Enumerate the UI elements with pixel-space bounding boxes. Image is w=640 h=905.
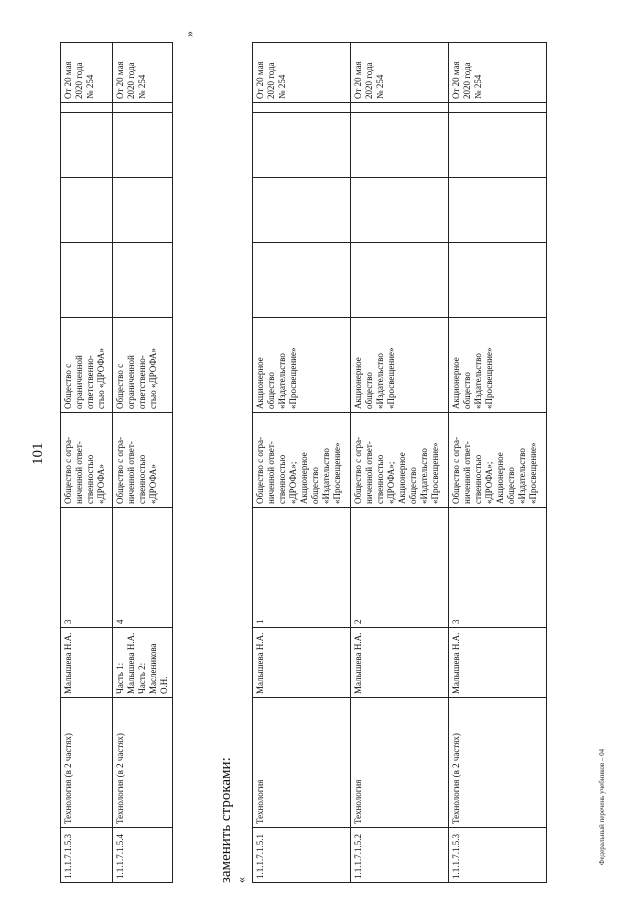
publisher-short-cell: Общество с ограниченной ответственно- стью «ДРОФА» [61, 318, 113, 413]
grade-cell: 3 [449, 508, 547, 628]
empty-cell [449, 113, 547, 178]
date-cell: От 20 мая 2020 года № 254 [253, 43, 351, 103]
empty-cell [449, 178, 547, 243]
table-row [449, 43, 547, 883]
empty-cell [253, 178, 351, 243]
table-row [61, 43, 113, 883]
empty-cell [351, 103, 449, 113]
grade-cell: 3 [61, 508, 113, 628]
title-cell: Технология [351, 698, 449, 828]
code-cell: 1.1.1.7.1.5.3 [61, 828, 113, 883]
authors-cell: Малышева Н.А. [351, 628, 449, 698]
title-cell: Технология [253, 698, 351, 828]
empty-cell [61, 103, 113, 113]
bottom-table [252, 42, 547, 883]
open-quote-mark: » [182, 31, 196, 37]
publisher-cell: Общество с огра- ниченной ответ- ственностью «ДРОФА»; Акционерное общество «Издательство «Просвещение» [449, 413, 547, 508]
close-quote-mark: « [234, 877, 248, 883]
empty-cell [449, 243, 547, 318]
replace-heading: заменить строками: [218, 757, 234, 883]
title-cell: Технология (в 2 частях) [113, 698, 173, 828]
code-cell: 1.1.1.7.1.5.2 [351, 828, 449, 883]
date-cell: От 20 мая 2020 года № 254 [449, 43, 547, 103]
empty-cell [449, 103, 547, 113]
publisher-cell: Общество с огра- ниченной ответ- ственностью «ДРОФА»; Акционерное общество «Издательство «Просвещение» [253, 413, 351, 508]
publisher-short-cell: Акционерное общество «Издательство «Просвещение» [449, 318, 547, 413]
empty-cell [351, 113, 449, 178]
table-row [253, 43, 351, 883]
publisher-cell: Общество с огра- ниченной ответ- ственностью «ДРОФА»; Акционерное общество «Издательство «Просвещение» [351, 413, 449, 508]
top-table [60, 42, 173, 883]
grade-cell: 2 [351, 508, 449, 628]
empty-cell [253, 113, 351, 178]
authors-cell: Малышева Н.А. [61, 628, 113, 698]
authors-cell: Часть 1: Малышева Н.А. Часть 2: Масленикова О.Н. [113, 628, 173, 698]
code-cell: 1.1.1.7.1.5.1 [253, 828, 351, 883]
code-cell: 1.1.1.7.1.5.4 [113, 828, 173, 883]
empty-cell [113, 103, 173, 113]
publisher-cell: Общество с огра- ниченной ответ- ственностью «ДРОФА» [61, 413, 113, 508]
page-number: 101 [30, 442, 46, 465]
publisher-cell: Общество с огра- ниченной ответ- ственностью «ДРОФА» [113, 413, 173, 508]
empty-cell [113, 113, 173, 178]
empty-cell [351, 178, 449, 243]
authors-cell: Малышева Н.А. [449, 628, 547, 698]
code-cell: 1.1.1.7.1.5.3 [449, 828, 547, 883]
empty-cell [253, 243, 351, 318]
title-cell: Технология (в 2 частях) [61, 698, 113, 828]
authors-cell: Малышева Н.А. [253, 628, 351, 698]
date-cell: От 20 мая 2020 года № 254 [61, 43, 113, 103]
empty-cell [61, 243, 113, 318]
publisher-short-cell: Акционерное общество «Издательство «Просвещение» [351, 318, 449, 413]
empty-cell [113, 243, 173, 318]
date-cell: От 20 мая 2020 года № 254 [351, 43, 449, 103]
grade-cell: 4 [113, 508, 173, 628]
empty-cell [253, 103, 351, 113]
title-cell: Технология (в 2 частях) [449, 698, 547, 828]
page-footer: Федеральный перечень учебников – 04 [598, 748, 606, 865]
grade-cell: 1 [253, 508, 351, 628]
table-row [113, 43, 173, 883]
empty-cell [351, 243, 449, 318]
date-cell: От 20 мая 2020 года № 254 [113, 43, 173, 103]
publisher-short-cell: Общество с ограниченной ответственно- стью «ДРОФА» [113, 318, 173, 413]
publisher-short-cell: Акционерное общество «Издательство «Просвещение» [253, 318, 351, 413]
empty-cell [113, 178, 173, 243]
empty-cell [61, 178, 113, 243]
table-row [351, 43, 449, 883]
empty-cell [61, 113, 113, 178]
